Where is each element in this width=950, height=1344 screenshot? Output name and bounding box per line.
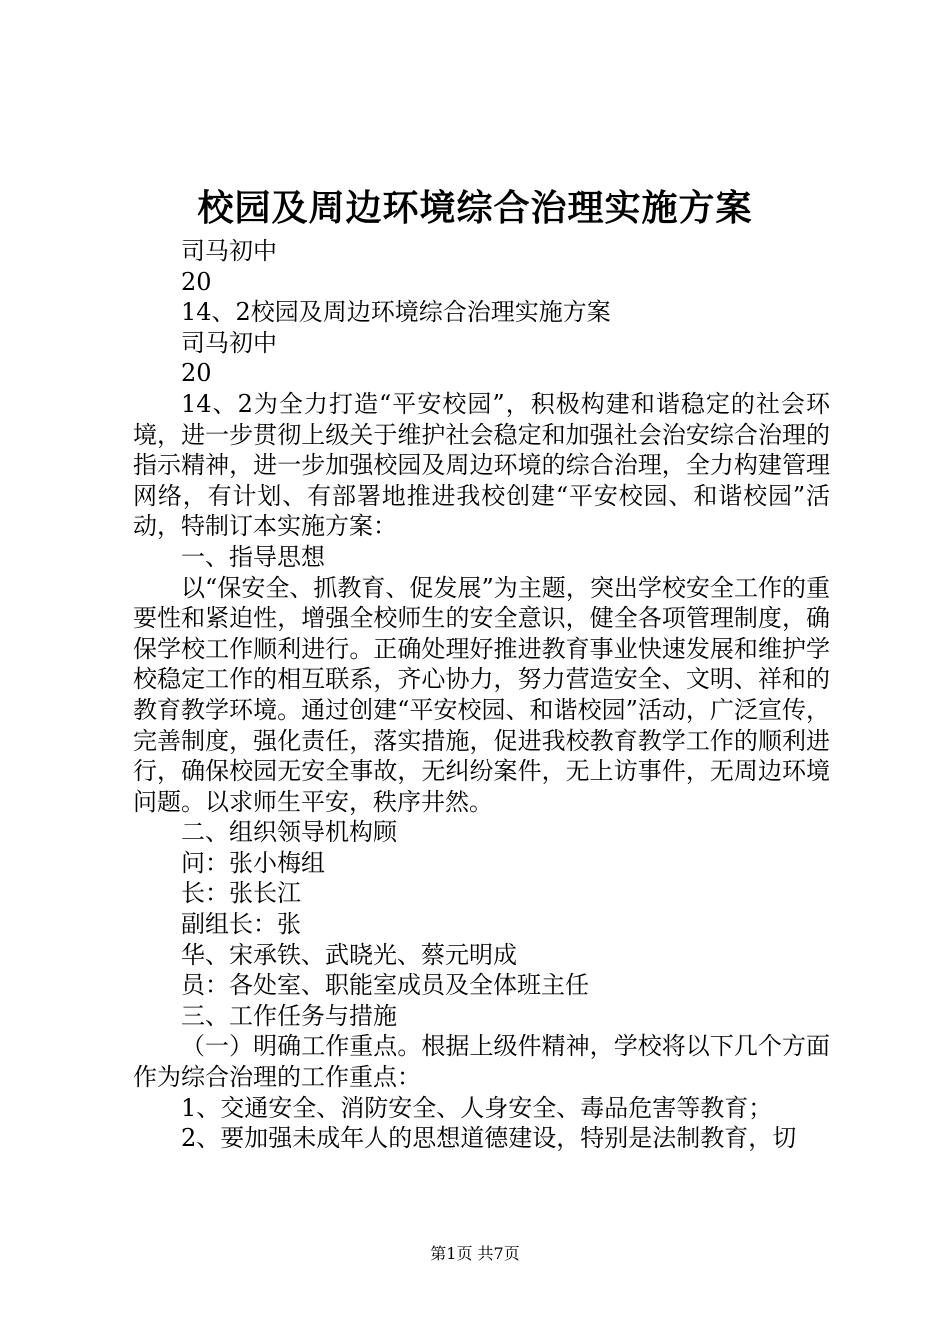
document-title: 校园及周边环境综合治理实施方案 <box>197 187 753 229</box>
paragraph: 问：张小梅组 <box>181 848 325 877</box>
paragraph: 司马初中 <box>181 237 277 265</box>
paragraph: 20 <box>181 267 212 296</box>
paragraph: （一）明确工作重点。根据上级件精神，学校将以下几个方面作为综合治理的工作重点： <box>133 1032 830 1092</box>
paragraph: 司马初中 <box>181 328 277 357</box>
document-body <box>133 236 830 1154</box>
paragraph: 以“保安全、抓教育、促发展”为主题，突出学校安全工作的重要性和紧迫性，增强全校师生的安全意识，健全各项管理制度，确保学校工作顺利进行。正确处理好推进教育事业快速发展和维护学校稳定工作的相互联系，齐心协力，努力营造安全、文明、祥和的教育教学环境。通过创建“平安校园、和谐校园”活动，广泛宣传，完善制度，强化责任，落实措施，促进我校教育教学工作的顺利进行，确保校园无安全事故，无纠纷案件，无上访事件，无周边环境问题。以求师生平安，秩序井然。 <box>133 573 830 816</box>
paragraph: 14、2校园及周边环境综合治理实施方案 <box>181 298 611 327</box>
section-heading: 二、组织领导机构顾 <box>181 818 397 847</box>
page-number: 第1页 共7页 <box>430 1244 520 1263</box>
list-item: 1、交通安全、消防安全、人身安全、毒品危害等教育； <box>181 1093 773 1122</box>
paragraph: 14、2为全力打造“平安校园”，积极构建和谐稳定的社会环境，进一步贯彻上级关于维护社会稳定和加强社会治安综合治理的指示精神，进一步加强校园及周边环境的综合治理，全力构建管理网络，有计划、有部署地推进我校创建“平安校园、和谐校园”活动，特制订本实施方案： <box>133 389 830 541</box>
section-heading: 三、工作任务与措施 <box>181 1001 397 1030</box>
paragraph: 华、宋承铁、武晓光、蔡元明成 <box>181 940 517 969</box>
paragraph: 员：各处室、职能室成员及全体班主任 <box>181 971 589 1000</box>
paragraph: 20 <box>181 359 212 388</box>
paragraph: 长：张长江 <box>181 879 301 908</box>
list-item: 2、要加强未成年人的思想道德建设，特别是法制教育，切 <box>181 1124 797 1153</box>
section-heading: 一、指导思想 <box>181 542 325 571</box>
paragraph: 副组长：张 <box>181 910 301 939</box>
